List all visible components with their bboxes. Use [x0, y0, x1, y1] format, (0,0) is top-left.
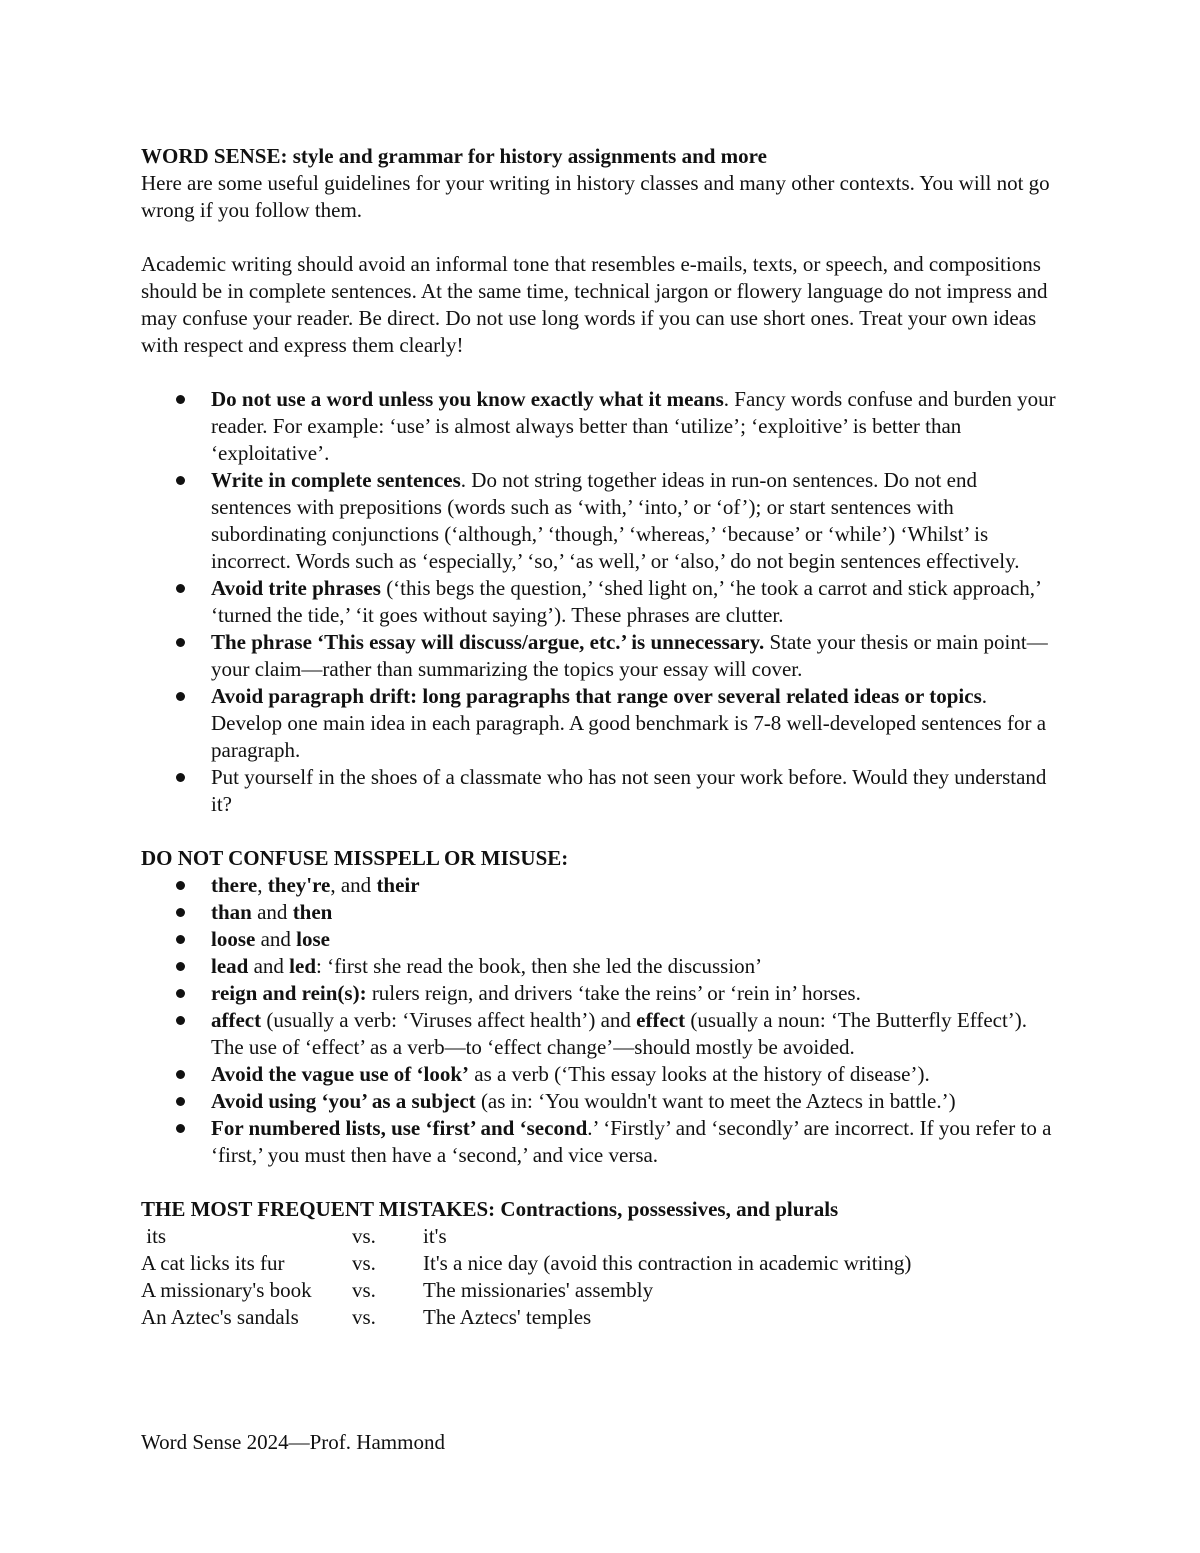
guideline-item: [141, 764, 1061, 818]
guideline-item: [141, 683, 1061, 764]
guideline-item: [141, 467, 1061, 575]
table-row: [141, 1223, 1061, 1250]
spacer: [141, 1169, 1061, 1196]
table-cell: The missionaries' assembly: [423, 1278, 654, 1302]
table-cell: A missionary's book: [141, 1278, 312, 1302]
confuse-text: and: [255, 927, 297, 951]
guideline-item: [141, 386, 1061, 467]
confuse-item: [141, 899, 1061, 926]
confuse-term: reign and rein(s):: [211, 981, 367, 1005]
confuse-heading: DO NOT CONFUSE MISSPELL OR MISUSE:: [141, 846, 569, 870]
confuse-term: Avoid using ‘you’ as a subject: [211, 1089, 476, 1113]
guideline-text: (‘this begs the question,’ ‘shed light on,’ ‘he took a carrot and stick approach,’ ‘turned the tide,’ ‘it goes without saying’). These phrases are clutter.: [211, 576, 1041, 627]
confuse-term: then: [292, 900, 333, 924]
table-cell: vs.: [352, 1305, 376, 1329]
table-cell: vs.: [352, 1278, 376, 1302]
table-row: [141, 1277, 1061, 1304]
confuse-text: ,: [257, 873, 268, 897]
guideline-text: . Do not string together ideas in run-on sentences. Do not end sentences with prepositions (words such as ‘with,’ ‘into,’ or ‘of’); or start sentences with subordinating conjunctions (‘although,’ ‘though,’ ‘whereas,’ ‘because’ or ‘while’) ‘Whilst’ is incorrect. Words such as ‘especially,’ ‘so,’ ‘as well,’ or ‘also,’ do not begin sentences effectively.: [211, 468, 1020, 573]
guideline-item: [141, 629, 1061, 683]
confuse-text: (as in: ‘You wouldn't want to meet the Aztecs in battle.’): [475, 1089, 956, 1113]
table-cell: A cat licks its fur: [141, 1251, 285, 1275]
confuse-text: , and: [330, 873, 377, 897]
confuse-list: [141, 872, 1061, 1169]
confuse-text: .’ ‘Firstly’ and ‘secondly’ are incorrect. If you refer to a ‘first,’ you must then have a ‘second,’ and vice versa.: [211, 1116, 1052, 1167]
spacer: [141, 224, 1061, 251]
confuse-text: (usually a verb: ‘Viruses affect health’) and: [261, 1008, 637, 1032]
guideline-bold: Do not use a word unless you know exactly what it means: [211, 387, 724, 411]
guideline-text: . Develop one main idea in each paragraph. A good benchmark is 7-8 well-developed sentences for a paragraph.: [211, 684, 1047, 762]
guidelines-list: [141, 386, 1061, 818]
confuse-text: and: [248, 954, 290, 978]
guideline-bold: Avoid paragraph drift: long paragraphs that range over several related ideas or topics: [211, 684, 982, 708]
table-cell: An Aztec's sandals: [141, 1305, 299, 1329]
guideline-text: Put yourself in the shoes of a classmate who has not seen your work before. Would they understand it?: [211, 765, 1047, 816]
confuse-term: effect: [636, 1008, 686, 1032]
page-footer: Word Sense 2024—Prof. Hammond: [141, 1430, 445, 1454]
confuse-item: [141, 980, 1061, 1007]
confuse-term: loose: [211, 927, 256, 951]
guideline-bold: The phrase ‘This essay will discuss/argue, etc.’ is unnecessary.: [211, 630, 765, 654]
confuse-term: lead: [211, 954, 249, 978]
table-cell: it's: [423, 1224, 447, 1248]
table-row: [141, 1250, 1061, 1277]
intro-text: Here are some useful guidelines for your writing in history classes and many other contexts. You will not go wrong if you follow them.: [141, 171, 1050, 222]
table-row: [141, 1304, 1061, 1331]
confuse-item: [141, 872, 1061, 899]
confuse-text: as a verb (‘This essay looks at the history of disease’).: [469, 1062, 930, 1086]
table-cell: It's a nice day (avoid this contraction in academic writing): [423, 1251, 912, 1275]
confuse-item: [141, 1061, 1061, 1088]
table-cell: its: [141, 1224, 167, 1248]
confuse-item: [141, 1007, 1061, 1061]
confuse-term: they're: [267, 873, 331, 897]
table-cell: The Aztecs' temples: [423, 1305, 592, 1329]
document-body: [141, 143, 1061, 1331]
confuse-term: there: [211, 873, 258, 897]
document-title: WORD SENSE: style and grammar for history assignments and more: [141, 144, 767, 168]
guideline-item: [141, 575, 1061, 629]
confuse-term: affect: [211, 1008, 262, 1032]
mistakes-heading: THE MOST FREQUENT MISTAKES: Contractions, possessives, and plurals: [141, 1197, 839, 1221]
confuse-text: and: [251, 900, 293, 924]
confuse-term: Avoid the vague use of ‘look’: [211, 1062, 470, 1086]
confuse-term: than: [211, 900, 252, 924]
spacer: [141, 818, 1061, 845]
confuse-term: their: [376, 873, 420, 897]
confuse-text: rulers reign, and drivers ‘take the reins’ or ‘rein in’ horses.: [366, 981, 861, 1005]
confuse-term: led: [289, 954, 317, 978]
confuse-item: [141, 1115, 1061, 1169]
confuse-text: : ‘first she read the book, then she led the discussion’: [316, 954, 763, 978]
guideline-text: . Fancy words confuse and burden your reader. For example: ‘use’ is almost always better than ‘utilize’; ‘exploitive’ is better than ‘exploitative’.: [211, 387, 1056, 465]
confuse-term: lose: [296, 927, 330, 951]
confuse-item: [141, 953, 1061, 980]
confuse-item: [141, 1088, 1061, 1115]
guideline-bold: Write in complete sentences: [211, 468, 461, 492]
guideline-text: State your thesis or main point—your claim—rather than summarizing the topics your essay will cover.: [211, 630, 1048, 681]
confuse-item: [141, 926, 1061, 953]
intro-paragraph: Academic writing should avoid an informal tone that resembles e-mails, texts, or speech, and compositions should be in complete sentences. At the same time, technical jargon or flowery language do not impress and may confuse your reader. Be direct. Do not use long words if you can use short ones. Treat your own ideas with respect and express them clearly!: [141, 252, 1048, 357]
confuse-term: For numbered lists, use ‘first’ and ‘second: [211, 1116, 588, 1140]
confuse-text: (usually a noun: ‘The Butterfly Effect’). The use of ‘effect’ as a verb—to ‘effect change’—should mostly be avoided.: [211, 1008, 1028, 1059]
table-cell: vs.: [352, 1251, 376, 1275]
table-cell: vs.: [352, 1224, 376, 1248]
guideline-bold: Avoid trite phrases: [211, 576, 381, 600]
mistakes-table: [141, 1223, 1061, 1331]
